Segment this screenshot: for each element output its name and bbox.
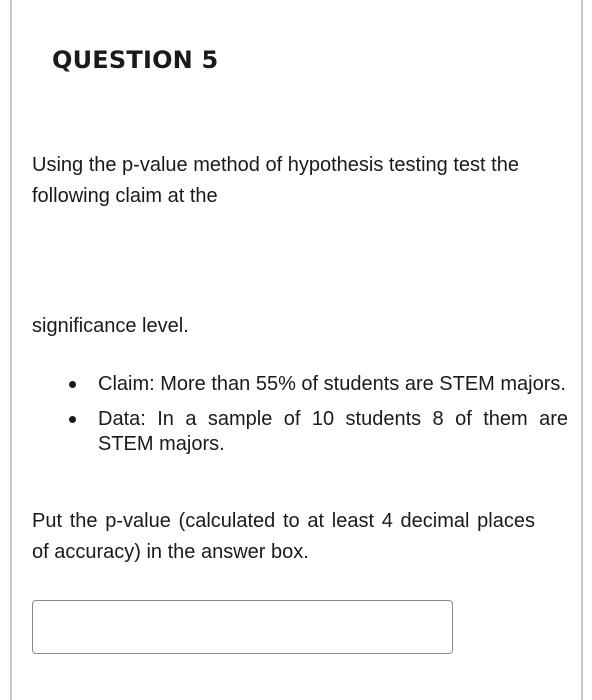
bullet-dot-icon	[69, 416, 76, 423]
bullet-dot-icon	[69, 381, 76, 388]
significance-text: significance level.	[32, 315, 189, 337]
bullet-data	[62, 407, 568, 457]
answer-instruction: Put the p-value (calculated to at least 4 decimal places of accuracy) in the answer box.	[32, 510, 535, 563]
bullet-data-text: Data: In a sample of 10 students 8 of them are STEM majors.	[98, 408, 568, 455]
answer-input[interactable]	[32, 600, 453, 654]
question-intro: Using the p-value method of hypothesis testing test the following claim at the	[32, 154, 519, 207]
question-title: QUESTION 5	[52, 46, 219, 74]
bullet-list	[62, 372, 568, 467]
bullet-claim-text: Claim: More than 55% of students are STEM majors.	[98, 373, 566, 395]
question-panel	[10, 0, 583, 700]
bullet-claim	[62, 372, 568, 397]
